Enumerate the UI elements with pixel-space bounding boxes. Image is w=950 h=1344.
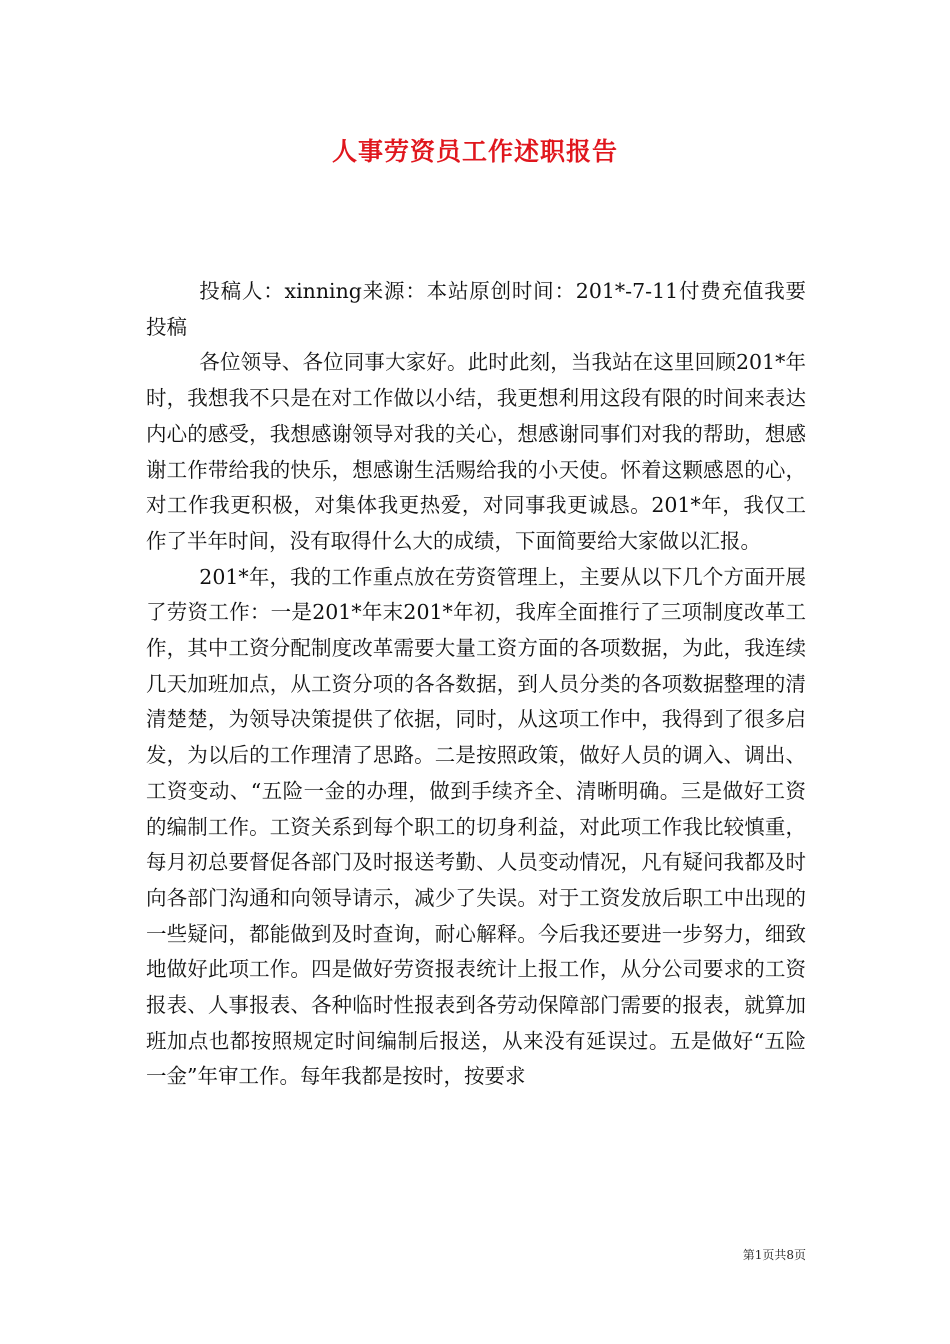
document-title: 人事劳资员工作述职报告 (331, 137, 618, 166)
page-number: 第1页共8页 (742, 1248, 806, 1262)
meta-line: 投稿人：xinning来源：本站原创时间：201*-7-11付费充值我要投稿 (146, 279, 806, 339)
paragraph-2: 201*年，我的工作重点放在劳资管理上，主要从以下几个方面开展了劳资工作：一是201*年末201*年初，我库全面推行了三项制度改革工作，其中工资分配制度改革需要大量工资方面的各项数据，为此，我连续几天加班加点，从工资分项的各各数据，到人员分类的各项数据整理的清清楚楚，为领导决策提供了依据，同时，从这项工作中，我得到了很多启发，为以后的工作理清了思路。二是按照政策，做好人员的调入、调出、工资变动、“五险一金的办理，做到手续齐全、清晰明确。三是做好工资的编制工作。工资关系到每个职工的切身利益，对此项工作我比较慎重，每月初总要督促各部门及时报送考勤、人员变动情况，凡有疑问我都及时向各部门沟通和向领导请示，减少了失误。对于工资发放后职工中出现的一些疑问，都能做到及时查询，耐心解释。今后我还要进一步努力，细致地做好此项工作。四是做好劳资报表统计上报工作，从分公司要求的工资报表、人事报表、各种临时性报表到各劳动保障部门需要的报表，就算加班加点也都按照规定时间编制后报送，从来没有延误过。五是做好“五险一金”年审工作。每年我都是按时，按要求 (146, 564, 806, 1089)
paragraph-1: 各位领导、各位同事大家好。此时此刻，当我站在这里回顾201*年时，我想我不只是在对工作做以小结，我更想利用这段有限的时间来表达内心的感受，我想感谢领导对我的关心，想感谢同事们对我的帮助，想感谢工作带给我的快乐，想感谢生活赐给我的小天使。怀着这颗感恩的心，对工作我更积极，对集体我更热爱，对同事我更诚恳。201*年，我仅工作了半年时间，没有取得什么大的成绩，下面简要给大家做以汇报。 (146, 350, 806, 553)
document-body (146, 274, 806, 1095)
